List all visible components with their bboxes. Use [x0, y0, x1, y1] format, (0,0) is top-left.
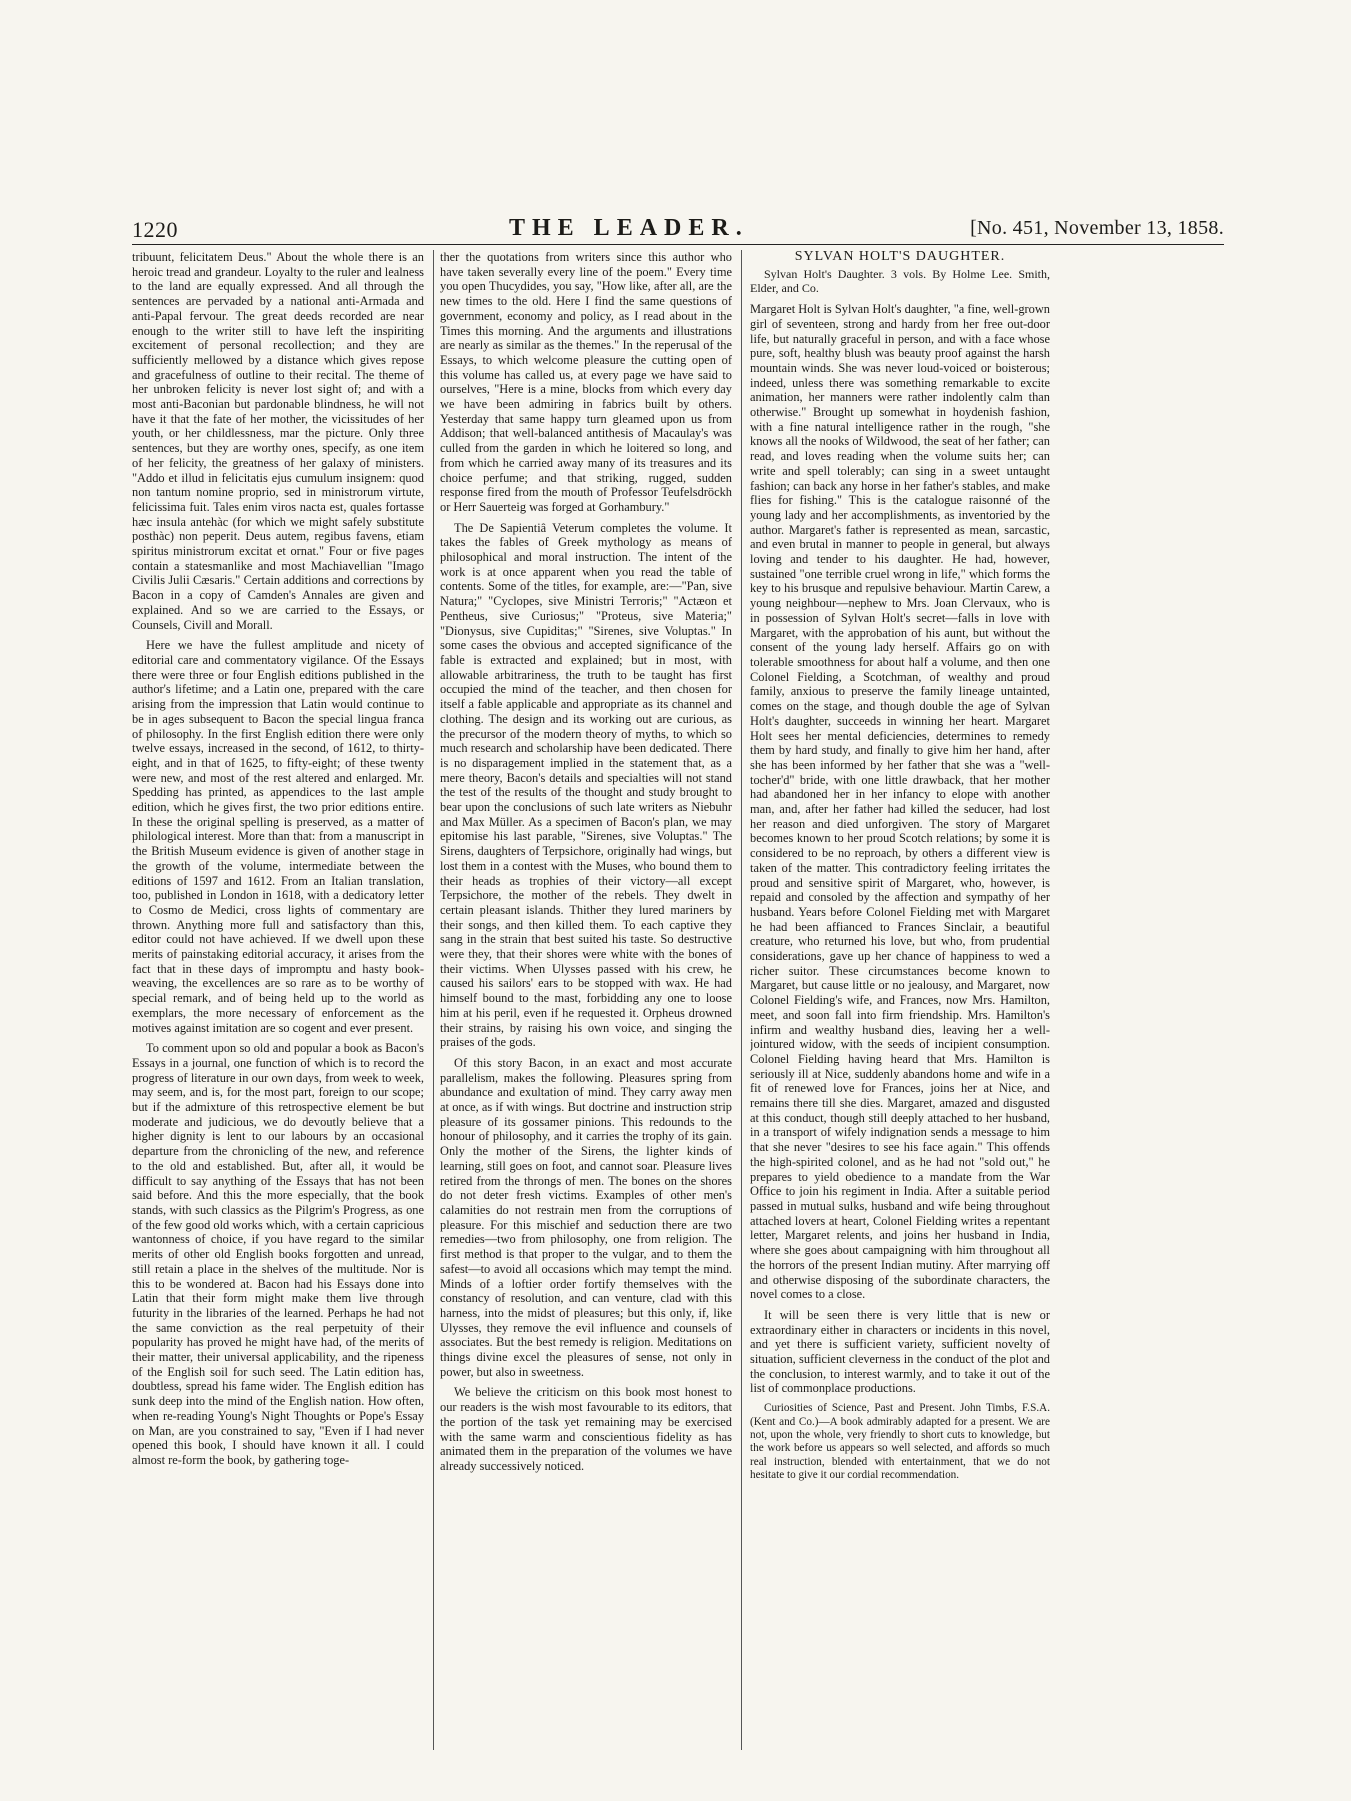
masthead [132, 214, 1224, 245]
paragraph: Here we have the fullest amplitude and nicety of editorial care and commentatory vigilance. Of the Essays there were three or four English editions published in the author's lifetime; and a Latin one, prepared with the care arising from the impression that Latin would continue to be in ages subsequent to Bacon the special lingua franca of philosophy. In the first English edition there were only twelve essays, increased in the second, of 1612, to thirty-eight, and in that of 1625, to fifty-eight; of these twenty were new, and most of the rest altered and enlarged. Mr. Spedding has printed, as appendices to the last ample edition, which he gives first, the two prior editions entire. In these the original spelling is preserved, as a matter of philological interest. More than that: from a manuscript in the British Museum evidence is given of another stage in the growth of the volume, intermediate between the editions of 1597 and 1612. From an Italian translation, too, published in London in 1618, with a dedicatory letter to Cosmo de Medici, cross lights of commentary are thrown. Anything more full and satisfactory than this, editor could not have achieved. If we dwell upon these merits of painstaking editorial accuracy, it arises from the fact that in these days of impromptu and hasty book-weaving, the excellences are so rare as to be worthy of special remark, and of being held up to the world as exemplars, the more necessary of enforcement as the motives against imitation are so cogent and ever present. [132, 638, 424, 1035]
newspaper-page [132, 214, 1224, 1754]
paragraph: Of this story Bacon, in an exact and most accurate parallelism, makes the following. Pleasures spring from abundance and exultation of mind. They carry away men at once, as if with wings. But doctrine and instruction strip pleasure of its gossamer pinions. This redounds to the honour of philosophy, and it carries the trophy of its gain. Only the mother of the Sirens, the lighter kinds of learning, still goes on foot, and cannot soar. Pleasure lives retired from the throngs of men. The bones on the shores do not deter fresh victims. Examples of other men's calamities do not restrain men from the corruptions of pleasure. For this mischief and seduction there are two remedies—two from philosophy, one from religion. The first method is that proper to the vulgar, and to them the safest—to avoid all occasions which may tempt the mind. Minds of a loftier order fortify themselves with the constancy of resolution, and can venture, clad with this harness, into the midst of pleasures; but this only, if, like Ulysses, they remove the evil influence and counsels of associates. But the best remedy is religion. Meditations on things divine excel the pleasures of sense, not only in power, but also in sweetness. [440, 1055, 732, 1379]
review-column [750, 250, 1050, 1754]
review-title: SYLVAN HOLT'S DAUGHTER. [794, 250, 1006, 264]
paragraph: We believe the criticism on this book most honest to our readers is the wish most favourable to its editors, that the portion of the task yet remaining may be exercised with the same warm and conscientious fidelity as has animated them in the preparation of the volumes we have already successively noticed. [440, 1385, 732, 1473]
paragraph: ther the quotations from writers since this author who have taken severally every line of the poem." Every time you open Thucydides, you say, "How like, after all, are the new times to the old. Here I find the same questions of government, economy and policy, as I read about in the Times this morning. And the arguments and illustrations are nearly as similar as the themes." In the reperusal of the Essays, to which welcome pleasure the cutting open of this volume has called us, at every page we have said to ourselves, "Here is a mine, blocks from which every day we have been admiring in fabrics built by others. Yesterday that same happy turn gleamed upon us from Addison; that well-balanced antithesis of Macaulay's was culled from the garden in which he loitered so long, and from which he carried away many of its treasures and its choice perfume; and that striking, rugged, sudden response fired from the mouth of Professor Teufelsdröckh or Herr Sauerteig was forged at Gorhambury." [440, 250, 732, 514]
article-column-1 [132, 250, 424, 1754]
paragraph: It will be seen there is very little that is new or extraordinary either in characters or incidents in this novel, and yet there is sufficient variety, sufficient novelty of situation, sufficient cleverness in the conduct of the plot and the conclusion, to interest warmly, and to take it out of the list of commonplace productions. [750, 1307, 1050, 1396]
book-notice: Curiosities of Science, Past and Present. John Timbs, F.S.A. (Kent and Co.)—A book admirably adapted for a present. We are not, upon the whole, very friendly to short cuts to knowledge, but the work before us appears so well selected, and affords so much real instruction, blended with entertainment, that we do not hesitate to give it our cordial recommendation. [750, 1402, 1050, 1482]
review-byline: Sylvan Holt's Daughter. 3 vols. By Holme Lee. Smith, Elder, and Co. [750, 266, 1050, 296]
paragraph: Margaret Holt is Sylvan Holt's daughter, "a fine, well-grown girl of seventeen, strong and hardy from her free out-door life, but naturally graceful in person, and with a face whose pure, soft, healthy blush was beauty proof against the harsh mountain winds. She was never loud-voiced or boisterous; indeed, unless there was something remarkable to excite animation, her manners were rather indolently calm than otherwise." Brought up somewhat in hoydenish fashion, with a fine natural intelligence rather in the rough, "she knows all the nooks of Wildwood, the seat of her father; can read, and loves reading when the volume suits her; can write and spell tolerably; can sing in a sweet untaught fashion; can back any horse in her father's stables, and make flies for fishing." This is the catalogue raisonné of the young lady and her accomplishments, as inventoried by the author. Margaret's father is represented as mean, sarcastic, and even brutal in manner to people in general, but always loving and tender to his daughter. He had, however, sustained "one terrible cruel wrong in life," which forms the key to his brusque and repulsive behaviour. Martin Carew, a young neighbour—nephew to Mrs. Joan Clervaux, who is in possession of Sylvan Holt's secret—falls in love with Margaret, with the approbation of his aunt, but without the consent of the young lady herself. Affairs go on with tolerable smoothness for about half a volume, and then one Colonel Fielding, a Scotchman, of wealthy and proud family, anxious to preserve the family lineage untainted, comes on the stage, and though double the age of Sylvan Holt's daughter, succeeds in winning her heart. Margaret Holt sees her mental deficiencies, determines to remedy them by hard study, and finally to give him her hand, after she has been informed by her father that she was a "well-tocher'd" bride, with one little drawback, that her mother had abandoned her in her infancy to elope with another man, and, after her father had killed the seducer, had lost her reason and died unforgiven. The story of Margaret becomes known to her proud Scotch relations; by some it is considered to be no reproach, by others a different view is taken of the matter. This contradictory feeling irritates the proud and sensitive spirit of Margaret, who, however, is repaid and consoled by the affection and sympathy of her husband. Years before Colonel Fielding met with Margaret he had been affianced to Frances Sinclair, a beautiful creature, who returned his love, but who, from prudential considerations, gave up her chance of happiness to wed a richer suitor. These circumstances become known to Margaret, but cause little or no jealousy, and Margaret, now Colonel Fielding's wife, and Frances, now Mrs. Hamilton, meet, and soon fall into firm friendship. Mrs. Hamilton's infirm and wealthy husband dies, leaving her a well-jointured widow, with the seeds of incipient consumption. Colonel Fielding having heard that Mrs. Hamilton is seriously ill at Nice, suddenly abandons home and wife in a fit of renewed love for Frances, joins her at Nice, and remains there till she dies. Margaret, amazed and disgusted at this conduct, though still deeply attached to her husband, in a transport of wifely indignation sends a message to him that she never "desires to see his face again." This offends the high-spirited colonel, and as he had not "sold out," he prepares to yield obedience to a mandate from the War Office to join his regiment in India. After a suitable period passed in mutual sulks, husband and wife being throughout attached lovers at heart, Colonel Fielding writes a repentant letter, Margaret relents, and joins her husband in India, where she goes about campaigning with him throughout all the horrors of the present Indian mutiny. After marrying off and otherwise disposing of the subordinate characters, the novel comes to a close. [750, 302, 1050, 1302]
page-number: 1220 [132, 217, 178, 242]
column-divider [433, 250, 434, 1750]
article-column-2 [440, 250, 732, 1754]
column-divider [741, 250, 742, 1750]
paper-title: THE LEADER. [509, 215, 749, 241]
paragraph: tribuunt, felicitatem Deus." About the whole there is an heroic tread and grandeur. Loyalty to the ruler and lealness to the land are equally expressed. And all through the sentences are pervaded by a national anti-Armada and anti-Papal fervour. The great deeds recorded are near enough to the writer still to have left the inspiriting excitement of personal recollection; and they are sufficiently mellowed by a distance which gives repose and gracefulness of outline to their recital. The theme of her unbroken felicity is never lost sight of; and with a most anti-Baconian but pardonable blindness, he will not have it that the fate of her mother, the vicissitudes of her youth, or her childlessness, mar the picture. Only three sentences, but they are worthy ones, specify, as one item of her felicity, the greatness of her galaxy of ministers. "Addo et illud in felicitatis ejus cumulum insignem: quod non tantum nomine proprio, sed in ministrorum virtute, felicissima fuit. Tales enim viros nacta est, quales fortasse hæc insula antehàc (for which we might safely substitute posthàc) non peperit. Deus autem, regibus favens, etiam spiritus ministrorum excitat et ornat." Four or five pages contain a statesmanlike and most Machiavellian "Imago Civilis Julii Cæsaris." Certain additions and corrections by Bacon in a copy of Camden's Annales are given and explained. And so we are carried to the Essays, or Counsels, Civill and Morall. [132, 250, 424, 632]
issue-dateline: [No. 451, November 13, 1858. [970, 217, 1224, 239]
paragraph: To comment upon so old and popular a book as Bacon's Essays in a journal, one function of which is to record the progress of literature in our own days, from week to week, may seem, and is, for the most part, foreign to our scope; but if the admixture of this retrospective element be but moderate and judicious, we do devoutly believe that a higher dignity is lent to our labours by an occasional departure from the chronicling of the new, and reference to the old and established. But, after all, it would be difficult to say anything of the Essays that has not been said before. And this the more especially, that the book stands, with such classics as the Pilgrim's Progress, as one of the few good old works which, with a certain capricious wantonness of choice, if you have regard to the similar merits of other old English books forgotten and unread, still retain a place in the shelves of the multitude. Nor is this to be wondered at. Bacon had his Essays done into Latin that their form might make them live through futurity in the libraries of the learned. Perhaps he had not the same conviction as the real perpetuity of their popularity has proved he might have had, of the merits of their matter, their universal applicability, and the ripeness of the English soil for such seed. The Latin edition has, doubtless, spread his fame wider. The English edition has sunk deep into the mind of the English nation. How often, when re-reading Young's Night Thoughts or Pope's Essay on Man, are you constrained to say, "Even if I had never opened this book, I should have known it all. I could almost re-form the book, by gathering toge- [132, 1041, 424, 1467]
paragraph: The De Sapientiâ Veterum completes the volume. It takes the fables of Greek mythology as means of philosophical and moral instruction. The intent of the work is at once apparent when you read the table of contents. Some of the titles, for example, are:—"Pan, sive Natura;" "Cyclopes, sive Ministri Terroris;" "Actæon et Pentheus, sive Curiosus;" "Proteus, sive Materia;" "Dionysus, sive Cupiditas;" "Sirenes, sive Voluptas." In some cases the obvious and accepted significance of the fable is extracted and explained; but in most, with allowable arbitrariness, the truth to be taught has first occupied the mind of the teacher, and then chosen for itself a fable applicable and appropriate as its channel and clothing. The design and its working out are curious, as the precursor of the modern theory of myths, to which so much research and scholarship have been dedicated. There is no disparagement implied in the statement that, as a mere theory, Bacon's details and specialties will not stand the test of the results of the thought and study brought to bear upon the conclusions of such late writers as Niebuhr and Max Müller. As a specimen of Bacon's plan, we may epitomise his last parable, "Sirenes, sive Voluptas." The Sirens, daughters of Terpsichore, originally had wings, but lost them in a contest with the Muses, who bound them to their heads as trophies of their victory—all except Terpsichore, the mother of the rebels. They dwelt in certain pleasant islands. Thither they lured mariners by their songs, and then killed them. To each captive they sang in the strain that best suited his taste. So destructive were they, that their shores were white with the bones of their victims. When Ulysses passed with his crew, he caused his sailors' ears to be stopped with wax. He had himself bound to the mast, forbidding any one to loose him at his peril, even if he requested it. Orpheus drowned their strains, by raising his own voice, and singing the praises of the gods. [440, 520, 732, 1050]
